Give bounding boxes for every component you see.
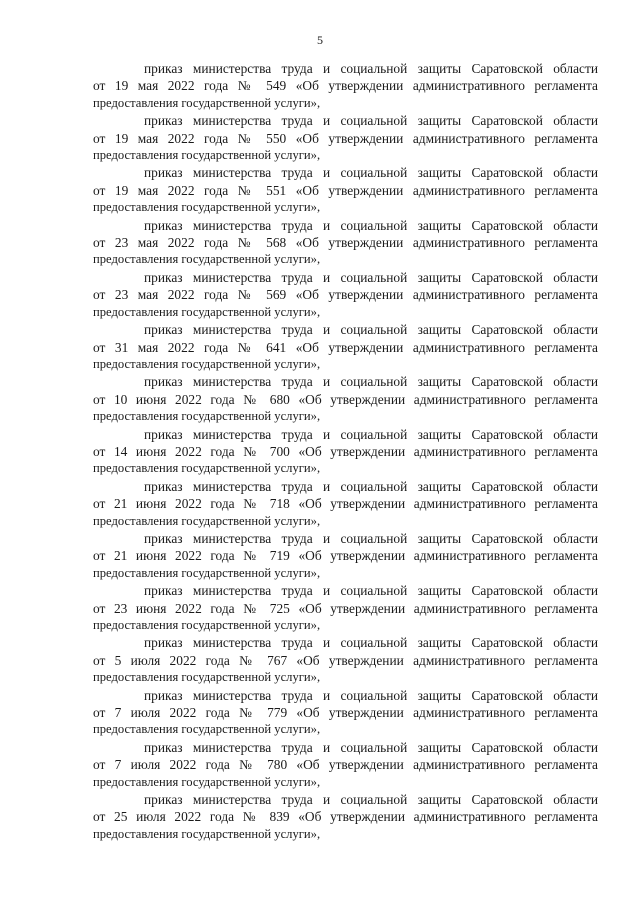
document-body: [93, 60, 598, 843]
entry-line: от 23 мая 2022 года № 568 «Об утверждении административного регламента: [93, 235, 598, 251]
entry-line: от 19 мая 2022 года № 550 «Об утверждении административного регламента: [93, 130, 598, 146]
order-entry: [93, 321, 598, 373]
entry-line: от 21 июня 2022 года № 718 «Об утверждении административного регламента: [93, 496, 598, 512]
order-entry: [93, 530, 598, 582]
order-entry: [93, 112, 598, 164]
entry-line: от 19 мая 2022 года № 549 «Об утверждении административного регламента: [93, 78, 598, 94]
entry-line: предоставления государственной услуги»,: [93, 95, 321, 110]
entry-line: приказ министерства труда и социальной защиты Саратовской области: [144, 374, 598, 390]
order-entry: [93, 217, 598, 269]
entry-line: от 5 июля 2022 года № 767 «Об утверждении административного регламента: [93, 652, 598, 668]
entry-line: от 31 мая 2022 года № 641 «Об утверждении административного регламента: [93, 339, 598, 355]
entry-line: приказ министерства труда и социальной защиты Саратовской области: [144, 61, 598, 76]
entry-line: предоставления государственной услуги»,: [93, 252, 321, 267]
entry-line: предоставления государственной услуги»,: [93, 513, 321, 528]
entry-line: приказ министерства труда и социальной защиты Саратовской области: [144, 165, 598, 181]
entry-line: от 21 июня 2022 года № 719 «Об утверждении административного регламента: [93, 548, 598, 564]
entry-line: приказ министерства труда и социальной защиты Саратовской области: [144, 739, 598, 755]
entry-line: предоставления государственной услуги»,: [93, 148, 321, 163]
order-entry: [93, 373, 598, 425]
entry-line: от 14 июня 2022 года № 700 «Об утверждении административного регламента: [93, 443, 598, 459]
entry-line: приказ министерства труда и социальной защиты Саратовской области: [144, 478, 598, 494]
entry-line: приказ министерства труда и социальной защиты Саратовской области: [144, 269, 598, 285]
order-entry: [93, 164, 598, 216]
entry-line: предоставления государственной услуги»,: [93, 826, 321, 841]
entry-line: предоставления государственной услуги»,: [93, 618, 321, 632]
entry-line: предоставления государственной услуги»,: [93, 565, 321, 580]
entry-line: приказ министерства труда и социальной защиты Саратовской области: [144, 530, 598, 546]
entry-line: приказ министерства труда и социальной защиты Саратовской области: [144, 426, 598, 442]
entry-line: предоставления государственной услуги»,: [93, 200, 321, 215]
order-entry: [93, 426, 598, 478]
order-entry: [93, 687, 598, 739]
entry-line: приказ министерства труда и социальной защиты Саратовской области: [144, 635, 598, 651]
order-entry: [93, 634, 598, 686]
order-entry: [93, 791, 598, 843]
order-entry: [93, 269, 598, 321]
entry-line: предоставления государственной услуги»,: [93, 461, 321, 476]
entry-line: от 23 мая 2022 года № 569 «Об утверждении административного регламента: [93, 287, 598, 303]
entry-line: предоставления государственной услуги»,: [93, 304, 321, 319]
order-entry: [93, 739, 598, 791]
entry-line: от 7 июля 2022 года № 779 «Об утверждении административного регламента: [93, 705, 598, 721]
order-entry: [93, 60, 598, 112]
entry-line: приказ министерства труда и социальной защиты Саратовской области: [144, 322, 598, 338]
entry-line: предоставления государственной услуги»,: [93, 670, 321, 685]
entry-line: предоставления государственной услуги»,: [93, 774, 321, 789]
order-entry: [93, 582, 598, 634]
entry-line: приказ министерства труда и социальной защиты Саратовской области: [144, 217, 598, 233]
entry-line: от 7 июля 2022 года № 780 «Об утверждении административного регламента: [93, 757, 598, 773]
entry-line: приказ министерства труда и социальной защиты Саратовской области: [144, 113, 598, 129]
entry-line: предоставления государственной услуги»,: [93, 409, 321, 424]
entry-line: от 10 июня 2022 года № 680 «Об утверждении административного регламента: [93, 391, 598, 407]
entry-line: от 19 мая 2022 года № 551 «Об утверждении административного регламента: [93, 182, 598, 198]
entry-line: от 25 июля 2022 года № 839 «Об утверждении административного регламента: [93, 809, 598, 825]
entry-line: предоставления государственной услуги»,: [93, 356, 321, 371]
entry-line: приказ министерства труда и социальной защиты Саратовской области: [144, 687, 598, 703]
order-entry: [93, 478, 598, 530]
entry-line: от 23 июня 2022 года № 725 «Об утверждении административного регламента: [93, 600, 598, 616]
entry-line: предоставления государственной услуги»,: [93, 722, 321, 737]
page-number: 5: [317, 33, 323, 47]
entry-line: приказ министерства труда и социальной защиты Саратовской области: [144, 792, 598, 808]
entry-line: приказ министерства труда и социальной защиты Саратовской области: [144, 583, 598, 599]
